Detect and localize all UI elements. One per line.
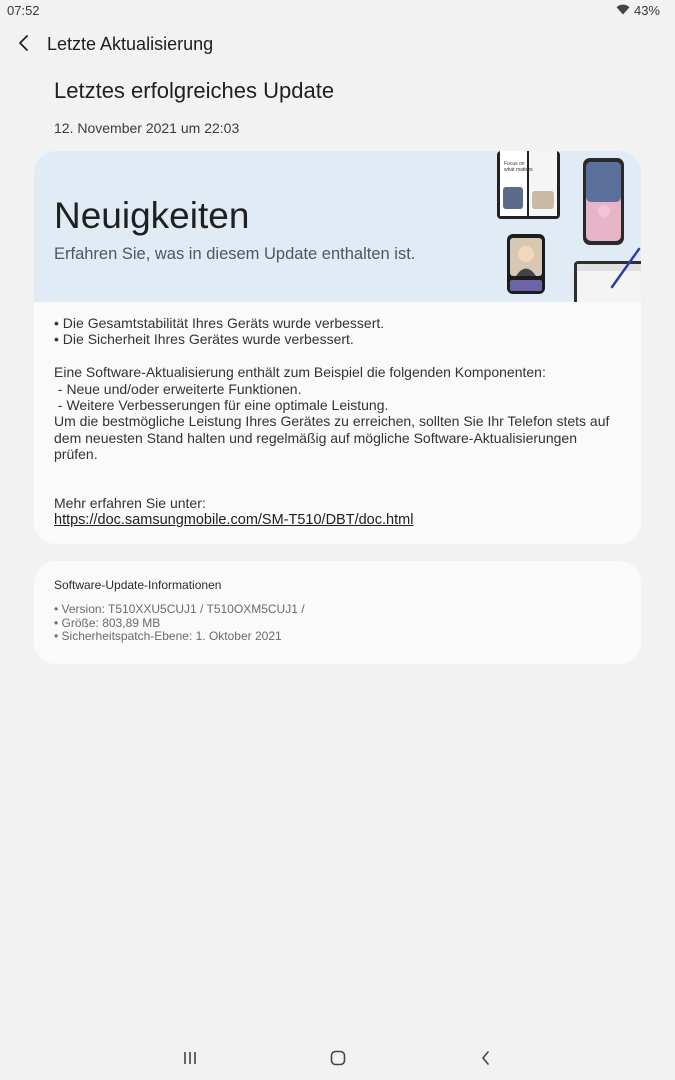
navigation-bar [0,1040,675,1080]
status-time: 07:52 [7,3,40,18]
update-date: 12. November 2021 um 22:03 [54,120,240,136]
news-paragraph: Eine Software-Aktualisierung enthält zum Beispiel die folgenden Komponenten: [54,364,546,381]
info-list [54,603,305,644]
more-info-label: Mehr erfahren Sie unter: [54,494,206,511]
info-security-patch: • Sicherheitspatch-Ebene: 1. Oktober 2021 [54,629,282,644]
doc-link[interactable]: https://doc.samsungmobile.com/SM-T510/DBT/doc.html [54,512,414,529]
back-button[interactable] [10,31,38,59]
news-bullet: • Die Sicherheit Ihres Gerätes wurde verbessert. [54,331,354,348]
news-list-item: - Neue und/oder erweiterte Funktionen. [54,380,302,397]
news-banner [34,151,641,302]
news-list-item: - Weitere Verbesserungen für eine optimale Leistung. [54,397,389,414]
news-bullet: • Die Gesamtstabilität Ihres Geräts wurde verbessert. [54,315,385,331]
news-card [34,151,641,544]
status-right [616,3,660,18]
home-button[interactable] [323,1048,353,1072]
phone-text-2: what matters [504,167,533,173]
nav-back-button[interactable] [471,1048,501,1072]
news-title: Neuigkeiten [54,195,250,236]
wifi-icon [616,3,630,18]
update-info-card [34,561,641,664]
recents-button[interactable] [175,1048,205,1072]
nav-back-icon [480,1050,492,1071]
phone-text-1: Focus on [504,161,525,167]
devices-illustration [464,151,641,302]
back-arrow-icon [17,33,31,58]
app-bar [0,25,675,65]
news-paragraph: Um die bestmögliche Leistung Ihres Gerätes zu erreichen, sollten Sie Ihr Telefon stets auf dem neuesten Stand halten und regelmäßig auf mögliche Software-Aktualisierungen prüfen. [54,413,610,463]
page-title: Letzte Aktualisierung [47,34,214,54]
status-bar [0,0,675,22]
home-icon [330,1050,346,1071]
info-version: • Version: T510XXU5CUJ1 / T510OXM5CUJ1 / [54,602,305,616]
info-title: Software-Update-Informationen [54,578,222,592]
info-size: • Größe: 803,89 MB [54,615,161,630]
news-subtitle: Erfahren Sie, was in diesem Update enthalten ist. [54,245,416,263]
recents-icon [183,1051,197,1070]
news-body [54,315,624,528]
battery-level: 43% [633,3,660,18]
update-headline: Letztes erfolgreiches Update [54,78,335,103]
